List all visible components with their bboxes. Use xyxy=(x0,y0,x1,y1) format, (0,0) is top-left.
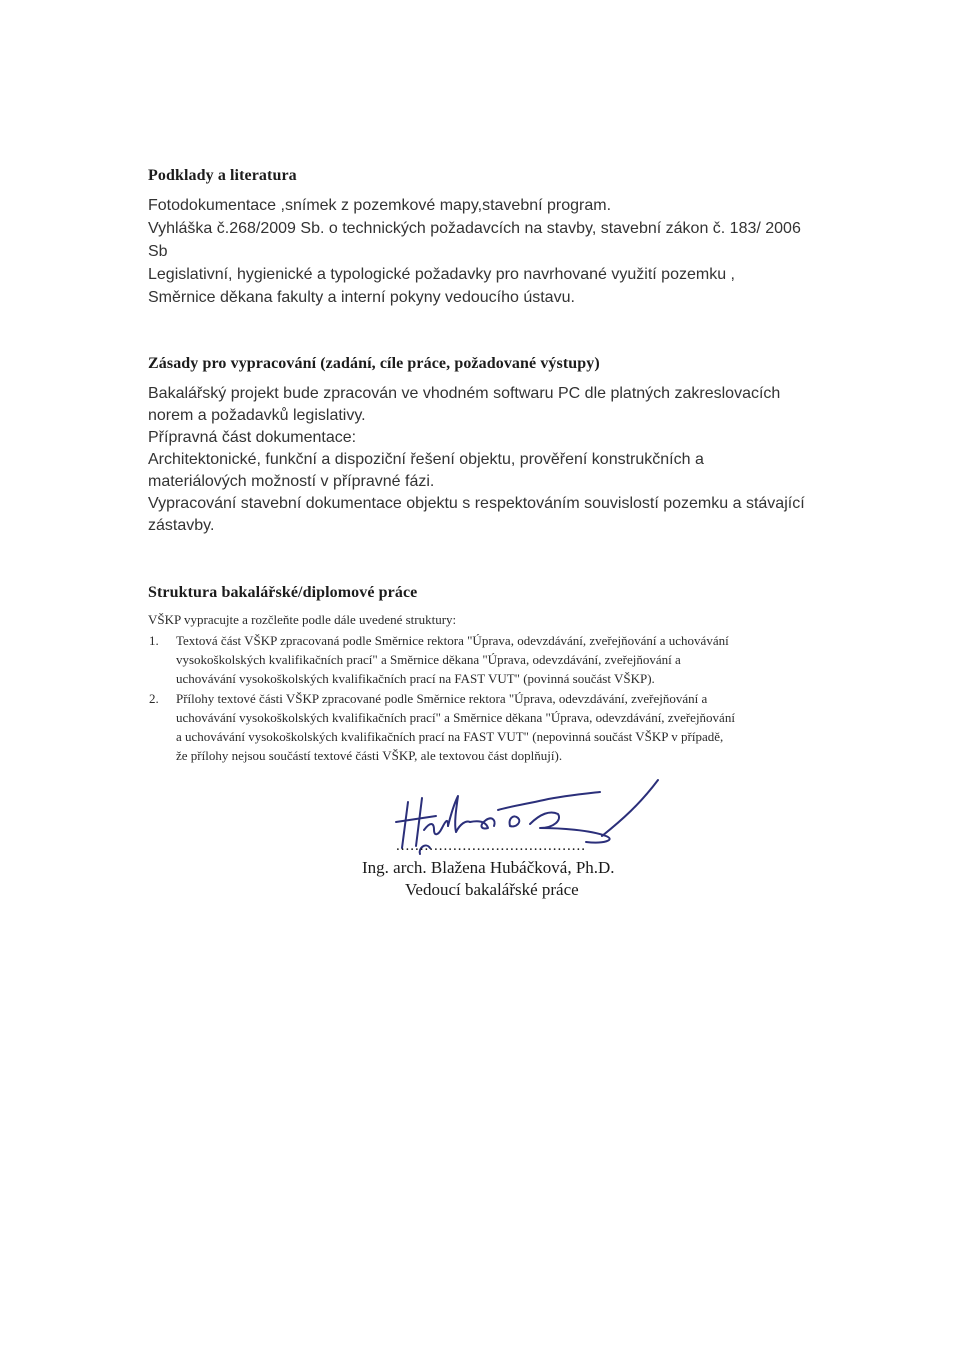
podklady-line: Legislativní, hygienické a typologické požadavky pro navrhované využití pozemku , xyxy=(148,266,735,283)
signatory-role: Vedoucí bakalářské práce xyxy=(405,880,579,899)
list-item-line: Textová část VŠKP zpracovaná podle Směrnice rektora "Úprava, odevzdávání, zveřejňování a uchovávání xyxy=(176,633,729,648)
show-through-watermark xyxy=(180,100,191,132)
signatory-name: Ing. arch. Blažena Hubáčková, Ph.D. xyxy=(362,858,615,877)
zasady-line: Architektonické, funkční a dispoziční řešení objektu, prověření konstrukčních a xyxy=(148,451,704,468)
podklady-line: Fotodokumentace ,snímek z pozemkové mapy,stavební program. xyxy=(148,197,612,214)
list-item-line: a uchovávání vysokoškolských kvalifikačních prací na FAST VUT" (nepovinná součást VŠKP v případě, xyxy=(176,729,724,744)
zasady-line: materiálových možností v přípravné fázi. xyxy=(148,473,435,490)
zasady-line: norem a požadavků legislativy. xyxy=(148,407,366,424)
list-item-line: uchovávání vysokoškolských kvalifikačních prací na FAST VUT" (povinná součást VŠKP). xyxy=(176,671,655,686)
list-item-line: Přílohy textové části VŠKP zpracované podle Směrnice rektora "Úprava, odevzdávání, zveřejňování a xyxy=(176,691,708,706)
podklady-line: Vyhláška č.268/2009 Sb. o technických požadavcích na stavby, stavební zákon č. 183/ 2006 xyxy=(148,220,801,237)
list-item-line: vysokoškolských kvalifikačních prací" a Směrnice děkana "Úprava, odevzdávání, zveřejňování a xyxy=(176,652,681,667)
zasady-heading: Zásady pro vypracování (zadání, cíle práce, požadované výstupy) xyxy=(148,355,600,372)
list-item-line: že přílohy nejsou součástí textové části VŠKP, ale textovou část doplňují). xyxy=(176,748,563,763)
list-item-number: 2. xyxy=(149,691,159,706)
podklady-line: Sb xyxy=(148,243,168,260)
podklady-line: Směrnice děkana fakulty a interní pokyny vedoucího ústavu. xyxy=(148,289,575,306)
struktura-heading: Struktura bakalářské/diplomové práce xyxy=(148,584,418,601)
struktura-intro: VŠKP vypracujte a rozčleňte podle dále uvedené struktury: xyxy=(148,612,457,627)
podklady-heading: Podklady a literatura xyxy=(148,167,297,184)
list-item-number: 1. xyxy=(149,633,159,648)
zasady-line: Přípravná část dokumentace: xyxy=(148,429,357,446)
list-item-line: uchovávání vysokoškolských kvalifikačních prací" a Směrnice děkana "Úprava, odevzdávání, zveřejňování xyxy=(176,710,735,725)
zasady-line: Bakalářský projekt bude zpracován ve vhodném softwaru PC dle platných zakreslovacích xyxy=(148,385,781,402)
signature-dots: ........................................ xyxy=(396,838,586,854)
zasady-line: zástavby. xyxy=(148,517,215,534)
zasady-line: Vypracování stavební dokumentace objektu s respektováním souvislostí pozemku a stávající xyxy=(148,495,805,512)
